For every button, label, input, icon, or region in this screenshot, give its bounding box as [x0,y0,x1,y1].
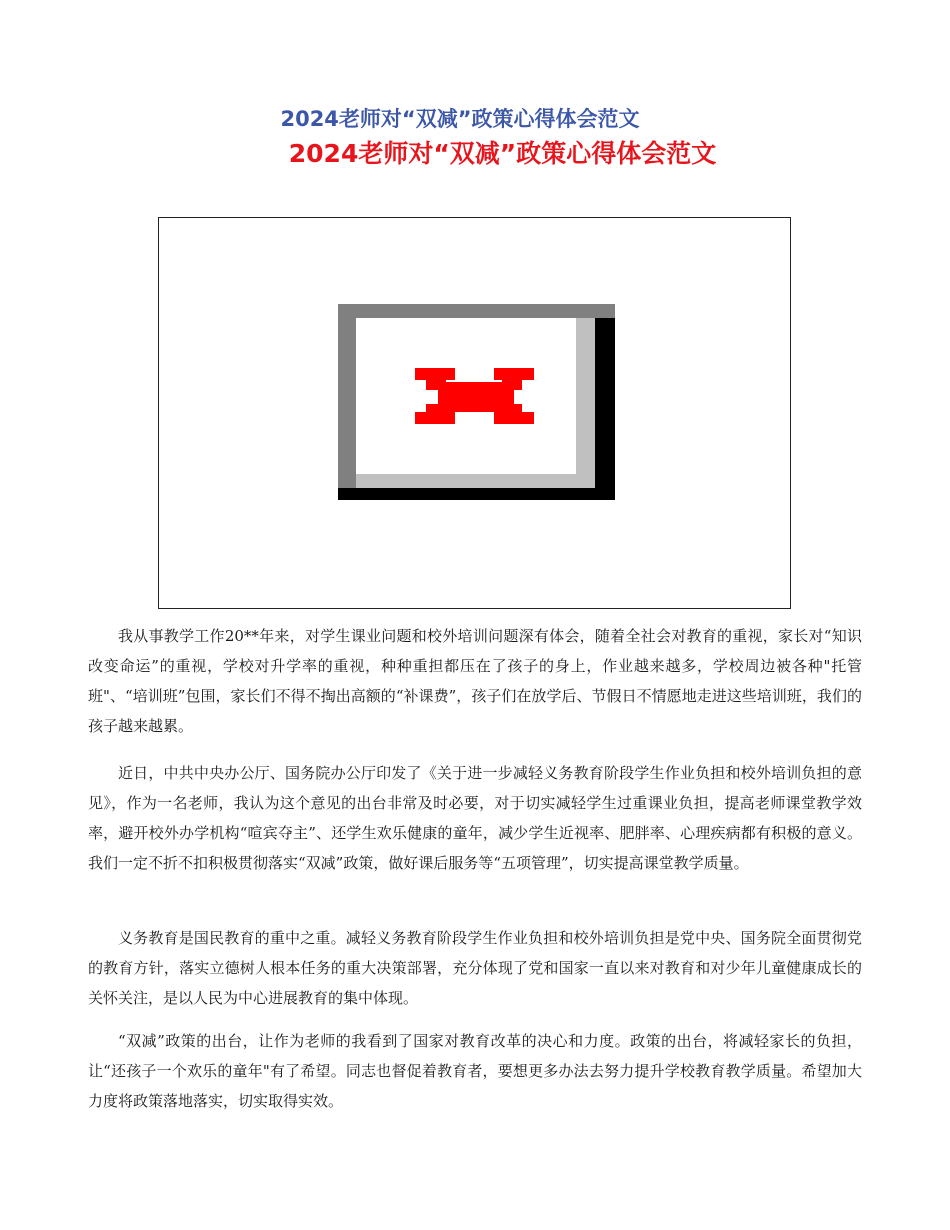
broken-image-icon [338,304,615,500]
paragraph-3: 义务教育是国民教育的重中之重。减轻义务教育阶段学生作业负担和校外培训负担是党中央、国务院全面贯彻党的教育方针，落实立德树人根本任务的重大决策部署，充分体现了党和国家一直以来对教育和对少年儿童健康成长的关怀关注，是以人民为中心进展教育的集中体现。 [88,929,862,1007]
document-title: 2024老师对“双减”政策心得体会范文 [288,139,717,168]
figure-frame [158,217,791,609]
document-header-title: 2024老师对“双减”政策心得体会范文 [280,107,640,131]
paragraph-4: “双减”政策的出台，让作为老师的我看到了国家对教育改革的决心和力度。政策的出台，将减轻家长的负担，让“还孩子一个欢乐的童年"有了希望。同志也督促着教育者，要想更多办法去努力提升学校教育教学质量。希望加大力度将政策落地落实，切实取得实效。 [88,1032,862,1110]
paragraph-1: 我从事教学工作20**年来，对学生课业问题和校外培训问题深有体会，随着全社会对教育的重视，家长对“知识改变命运”的重视，学校对升学率的重视，种种重担都压在了孩子的身上，作业越来越多，学校周边被各种"托管班"、“培训班”包围，家长们不得不掏出高额的“补课费”，孩子们在放学后、节假日不情愿地走进这些培训班，我们的孩子越来越累。 [88,627,862,735]
paragraph-2: 近日，中共中央办公厅、国务院办公厅印发了《关于进一步减轻义务教育阶段学生作业负担和校外培训负担的意见》，作为一名老师，我认为这个意见的出台非常及时必要，对于切实减轻学生过重课业负担，提高老师课堂教学效率，避开校外办学机构“喧宾夺主”、还学生欢乐健康的童年，减少学生近视率、肥胖率、心理疾病都有积极的意义。我们一定不折不扣积极贯彻落实“双减”政策，做好课后服务等“五项管理”，切实提高课堂教学质量。 [88,764,862,872]
